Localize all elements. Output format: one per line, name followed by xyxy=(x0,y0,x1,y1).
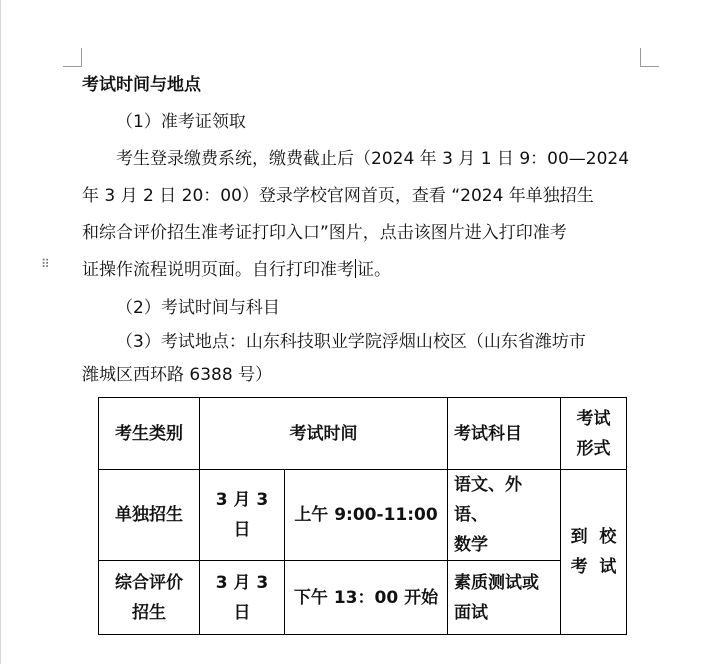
row2-time: 下午 13：00 开始 xyxy=(285,561,448,635)
drag-handle-icon[interactable]: ⠿ xyxy=(41,257,51,271)
table-row xyxy=(99,561,627,635)
item1-body-line2: 年 3 月 2 日 20：00）登录学校官网首页，查看 “2024 年单独招生 xyxy=(82,186,594,206)
exam-form-line2: 考 试 xyxy=(570,557,617,577)
exam-form-cell xyxy=(561,470,627,635)
text-cursor xyxy=(355,259,356,278)
margin-corner-top-right xyxy=(640,48,659,67)
row2-subject-line2: 面试 xyxy=(454,602,488,623)
header-form-line1: 考试 xyxy=(576,408,611,429)
exam-form-line1: 到 校 xyxy=(570,527,617,547)
item1-body-line4-text-b: 证。 xyxy=(357,260,391,280)
item1-body-line4-text-a: 证操作流程说明页面。自行打印准考 xyxy=(82,260,354,280)
row2-category-line2: 招生 xyxy=(132,602,166,623)
row2-subject xyxy=(448,561,561,635)
row2-category-line1: 综合评价 xyxy=(115,572,183,593)
margin-corner-top-left xyxy=(63,48,82,67)
header-form xyxy=(561,398,627,470)
row1-time: 上午 9:00-11:00 xyxy=(285,470,448,561)
item3-line2: 潍城区西环路 6388 号） xyxy=(82,365,273,385)
exam-schedule-table xyxy=(98,397,627,635)
row1-subject xyxy=(448,470,561,561)
item1-body-line4 xyxy=(82,252,642,289)
header-category: 考生类别 xyxy=(99,398,200,470)
section-heading: 考试时间与地点 xyxy=(82,75,201,95)
row1-category: 单独招生 xyxy=(99,470,200,561)
item1-body-line1: 考生登录缴费系统，缴费截止后（2024 年 3 月 1 日 9：00—2024 xyxy=(116,149,630,169)
table-row xyxy=(99,470,627,561)
item3-line1: （3）考试地点：山东科技职业学院浮烟山校区（山东省潍坊市 xyxy=(116,332,586,352)
page-left-edge xyxy=(0,0,1,664)
row1-subject-line2: 数学 xyxy=(454,535,488,555)
item1-body-line3: 和综合评价招生准考证打印入口”图片，点击该图片进入打印准考 xyxy=(82,223,567,243)
header-subject: 考试科目 xyxy=(448,398,561,470)
row2-category xyxy=(99,561,200,635)
row1-subject-line1: 语文、外语、 xyxy=(454,475,522,525)
header-form-line2: 形式 xyxy=(576,438,611,459)
header-time: 考试时间 xyxy=(200,398,448,470)
table-header-row xyxy=(99,398,627,470)
row2-subject-line1: 素质测试或 xyxy=(454,572,539,593)
item1-title: （1）准考证领取 xyxy=(116,112,246,132)
row2-date: 3 月 3 日 xyxy=(200,561,285,635)
item2-title: （2）考试时间与科目 xyxy=(116,298,280,318)
row1-date: 3 月 3 日 xyxy=(200,470,285,561)
